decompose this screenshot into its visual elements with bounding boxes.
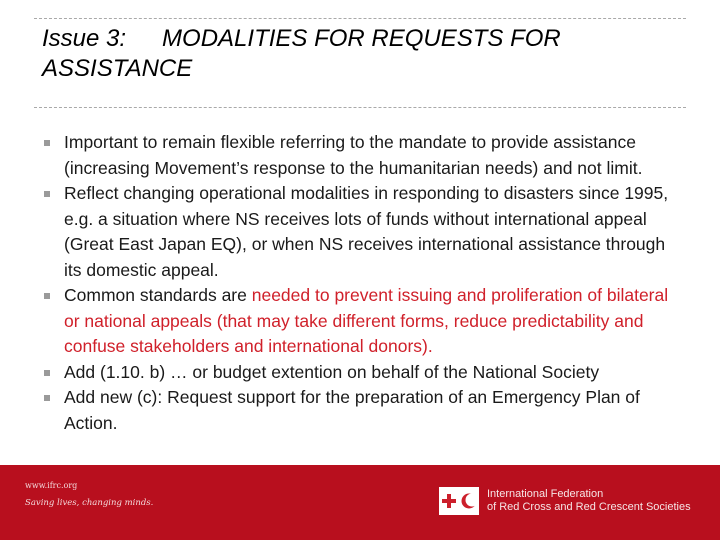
org-name-line1: International Federation [487, 487, 604, 500]
bullet-item [42, 360, 682, 386]
bullet-square-icon [44, 370, 50, 376]
title-line2: ASSISTANCE [42, 55, 193, 82]
bullet-text: Common standards are [64, 285, 252, 305]
bullet-square-icon [44, 191, 50, 197]
bullet-item [42, 130, 682, 181]
bullet-text: Reflect changing operational modalities in responding to disasters since 1995, e.g. a situation where NS receives lots of funds without international appeal (Great East Japan EQ), or when NS receives international assistance through its domestic appeal. [64, 183, 669, 280]
red-cross-icon [439, 487, 459, 515]
bullet-square-icon [44, 395, 50, 401]
red-crescent-icon [459, 487, 479, 515]
bullet-text: Important to remain flexible referring to the mandate to provide assistance (increasing Movement’s response to the humanitarian needs) and not limit. [64, 132, 643, 178]
ifrc-logo [439, 483, 699, 518]
title-divider [34, 107, 686, 108]
bullet-list [42, 130, 682, 436]
red-cross-crescent-emblem-icon [439, 487, 479, 515]
footer-tagline: Saving lives, changing minds. [25, 498, 154, 508]
org-name-line2: of Red Cross and Red Crescent Societies [487, 500, 691, 513]
bullet-text: Add new (c): Request support for the preparation of an Emergency Plan of Action. [64, 387, 640, 433]
bullet-item [42, 283, 682, 360]
ifrc-name [487, 488, 691, 514]
bullet-item [42, 181, 682, 283]
bullet-item [42, 385, 682, 436]
bullet-square-icon [44, 140, 50, 146]
bullet-text-highlight: needed to prevent issuing and proliferation of bilateral or national appeals (that may take different forms, reduce predictability and confuse stakeholders and international donors). [64, 285, 669, 356]
bullet-text: Add (1.10. b) … or budget extention on behalf of the National Society [64, 361, 600, 382]
bullet-square-icon [44, 293, 50, 299]
title-prefix: Issue 3: [42, 25, 127, 52]
top-divider [34, 18, 686, 19]
title-line1: MODALITIES FOR REQUESTS FOR [162, 25, 561, 52]
slide-title [42, 24, 682, 84]
footer-url[interactable]: www.ifrc.org [25, 481, 78, 490]
footer-bar [0, 465, 720, 540]
